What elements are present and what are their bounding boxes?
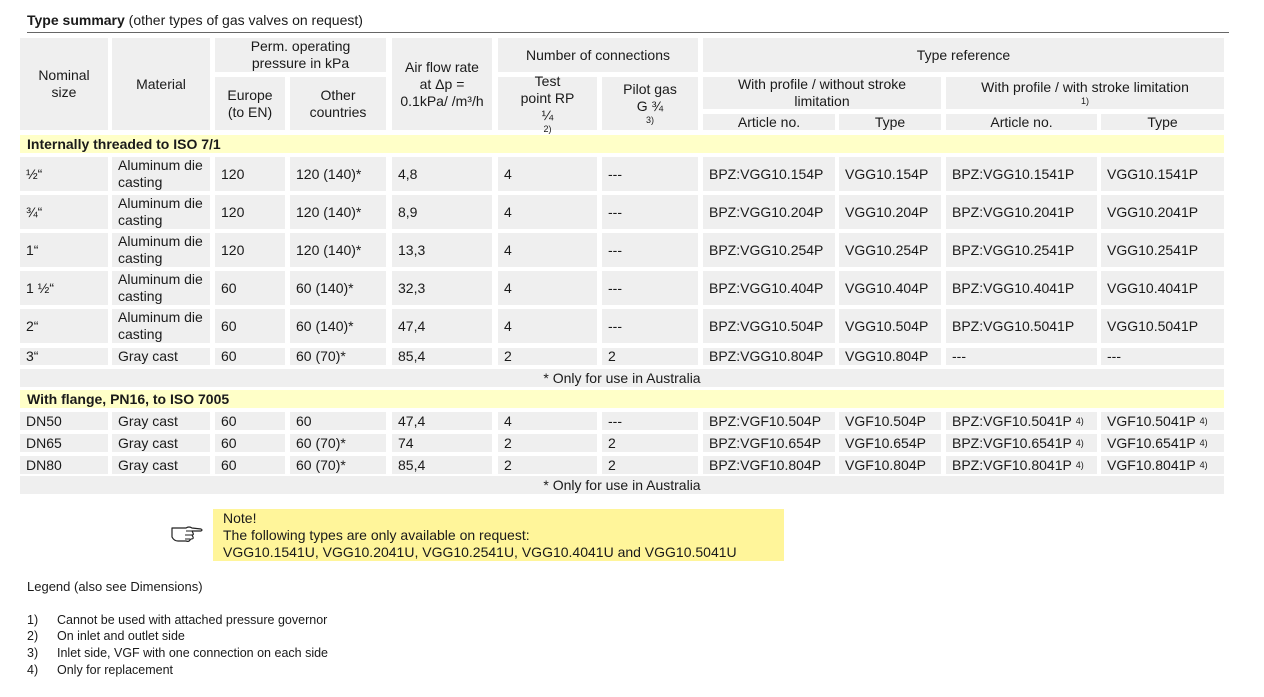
cell-type-1: VGF10.654P <box>839 434 941 452</box>
header-perm-pressure: Perm. operating pressure in kPa <box>215 38 386 72</box>
cell-article-no-2: --- <box>946 348 1097 365</box>
cell-article-no-1: BPZ:VGG10.254P <box>703 233 835 267</box>
cell-test-point: 2 <box>498 434 597 452</box>
header-europe: Europe (to EN) <box>215 77 285 130</box>
cell-article-no-1: BPZ:VGF10.654P <box>703 434 835 452</box>
cell-airflow: 8,9 <box>392 195 492 229</box>
cell-type-2: VGG10.1541P <box>1101 157 1224 191</box>
header-material: Material <box>112 38 210 130</box>
cell-article-no-2: BPZ:VGG10.2041P <box>946 195 1097 229</box>
header-other-countries: Other countries <box>290 77 386 130</box>
cell-article-no-2: BPZ:VGF10.5041P 4) <box>946 412 1097 430</box>
cell-article-no-1: BPZ:VGG10.154P <box>703 157 835 191</box>
header-with-stroke: With profile / with stroke limitation 1) <box>946 77 1224 109</box>
cell-test-point: 4 <box>498 157 597 191</box>
cell-type-1: VGG10.404P <box>839 271 941 305</box>
cell-type-1: VGG10.504P <box>839 309 941 343</box>
cell-other-countries: 60 (70)* <box>290 434 386 452</box>
cell-airflow: 85,4 <box>392 456 492 474</box>
legend-title: Legend (also see Dimensions) <box>27 579 203 594</box>
cell-europe: 60 <box>215 434 285 452</box>
cell-airflow: 32,3 <box>392 271 492 305</box>
cell-type-1: VGG10.804P <box>839 348 941 365</box>
cell-other-countries: 60 (70)* <box>290 456 386 474</box>
cell-article-no-1: BPZ:VGG10.804P <box>703 348 835 365</box>
cell-type-1: VGF10.504P <box>839 412 941 430</box>
cell-size: DN50 <box>20 412 108 430</box>
header-article-no-1: Article no. <box>703 114 835 130</box>
cell-europe: 120 <box>215 157 285 191</box>
note-line-2: VGG10.1541U, VGG10.2041U, VGG10.2541U, VGG10.4041U and VGG10.5041U <box>223 544 737 560</box>
cell-article-no-1: BPZ:VGG10.504P <box>703 309 835 343</box>
section-title-threaded: Internally threaded to ISO 7/1 <box>20 135 1224 153</box>
cell-size: 1“ <box>20 233 108 267</box>
cell-size: 3“ <box>20 348 108 365</box>
cell-article-no-1: BPZ:VGF10.504P <box>703 412 835 430</box>
header-type-2: Type <box>1101 114 1224 130</box>
cell-material: Aluminum die casting <box>112 233 210 267</box>
legend-number: 2) <box>27 629 39 643</box>
legend-text: Cannot be used with attached pressure governor <box>57 613 328 627</box>
note-line-1: The following types are only available on request: <box>223 527 530 543</box>
cell-other-countries: 60 <box>290 412 386 430</box>
footnote-australia-2: * Only for use in Australia <box>20 476 1224 494</box>
cell-other-countries: 120 (140)* <box>290 157 386 191</box>
cell-article-no-2: BPZ:VGF10.8041P 4) <box>946 456 1097 474</box>
cell-size: DN80 <box>20 456 108 474</box>
cell-type-1: VGG10.204P <box>839 195 941 229</box>
cell-pilot-gas: --- <box>602 195 698 229</box>
cell-size: ¾“ <box>20 195 108 229</box>
note-heading: Note! <box>223 510 257 526</box>
cell-type-2: VGG10.5041P <box>1101 309 1224 343</box>
cell-material: Gray cast <box>112 348 210 365</box>
cell-material: Aluminum die casting <box>112 157 210 191</box>
cell-test-point: 2 <box>498 348 597 365</box>
cell-test-point: 4 <box>498 412 597 430</box>
cell-article-no-1: BPZ:VGG10.204P <box>703 195 835 229</box>
cell-europe: 120 <box>215 233 285 267</box>
cell-pilot-gas: --- <box>602 157 698 191</box>
cell-airflow: 47,4 <box>392 309 492 343</box>
legend-item <box>27 613 327 627</box>
cell-type-2: VGG10.2541P <box>1101 233 1224 267</box>
cell-europe: 60 <box>215 348 285 365</box>
header-type-1: Type <box>839 114 941 130</box>
cell-airflow: 4,8 <box>392 157 492 191</box>
section-title-flange: With flange, PN16, to ISO 7005 <box>20 390 1224 408</box>
cell-type-1: VGG10.154P <box>839 157 941 191</box>
cell-article-no-1: BPZ:VGF10.804P <box>703 456 835 474</box>
header-airflow: Air flow rate at Δp = 0.1kPa/ /m³/h <box>392 38 492 130</box>
cell-other-countries: 60 (140)* <box>290 309 386 343</box>
cell-type-2: VGG10.4041P <box>1101 271 1224 305</box>
cell-airflow: 47,4 <box>392 412 492 430</box>
legend-text: Only for replacement <box>57 663 174 677</box>
legend-number: 3) <box>27 646 39 660</box>
cell-test-point: 4 <box>498 233 597 267</box>
cell-test-point: 4 <box>498 271 597 305</box>
legend-item <box>27 629 185 643</box>
cell-article-no-2: BPZ:VGG10.5041P <box>946 309 1097 343</box>
cell-europe: 60 <box>215 309 285 343</box>
cell-test-point: 4 <box>498 195 597 229</box>
legend-text: Inlet side, VGF with one connection on each side <box>57 646 328 660</box>
cell-pilot-gas: --- <box>602 233 698 267</box>
cell-test-point: 4 <box>498 309 597 343</box>
cell-type-2: --- <box>1101 348 1224 365</box>
cell-airflow: 85,4 <box>392 348 492 365</box>
cell-type-2: VGG10.2041P <box>1101 195 1224 229</box>
legend-number: 4) <box>27 663 39 677</box>
cell-pilot-gas: --- <box>602 271 698 305</box>
cell-europe: 60 <box>215 271 285 305</box>
cell-other-countries: 120 (140)* <box>290 233 386 267</box>
cell-type-2: VGF10.6541P 4) <box>1101 434 1224 452</box>
legend-item <box>27 663 173 677</box>
cell-size: DN65 <box>20 434 108 452</box>
cell-size: 1 ½“ <box>20 271 108 305</box>
cell-type-2: VGF10.5041P 4) <box>1101 412 1224 430</box>
cell-pilot-gas: 2 <box>602 348 698 365</box>
cell-other-countries: 60 (70)* <box>290 348 386 365</box>
header-pilot-gas: Pilot gas G ¾ 3) <box>602 77 698 130</box>
cell-size: 2“ <box>20 309 108 343</box>
cell-airflow: 74 <box>392 434 492 452</box>
cell-size: ½“ <box>20 157 108 191</box>
cell-material: Aluminum die casting <box>112 271 210 305</box>
cell-article-no-1: BPZ:VGG10.404P <box>703 271 835 305</box>
cell-other-countries: 60 (140)* <box>290 271 386 305</box>
header-test-point: Test point RP ¼ 2) <box>498 77 597 130</box>
header-connections: Number of connections <box>498 38 698 72</box>
legend-item <box>27 646 328 660</box>
cell-pilot-gas: 2 <box>602 434 698 452</box>
cell-article-no-2: BPZ:VGF10.6541P 4) <box>946 434 1097 452</box>
footnote-australia-1: * Only for use in Australia <box>20 369 1224 387</box>
legend-text: On inlet and outlet side <box>57 629 185 643</box>
cell-pilot-gas: --- <box>602 309 698 343</box>
cell-material: Aluminum die casting <box>112 195 210 229</box>
header-without-stroke: With profile / without stroke limitation <box>703 77 941 109</box>
legend-number: 1) <box>27 613 39 627</box>
cell-type-1: VGG10.254P <box>839 233 941 267</box>
cell-pilot-gas: --- <box>602 412 698 430</box>
cell-pilot-gas: 2 <box>602 456 698 474</box>
cell-other-countries: 120 (140)* <box>290 195 386 229</box>
cell-europe: 60 <box>215 456 285 474</box>
cell-type-2: VGF10.8041P 4) <box>1101 456 1224 474</box>
cell-type-1: VGF10.804P <box>839 456 941 474</box>
cell-material: Gray cast <box>112 456 210 474</box>
cell-material: Aluminum die casting <box>112 309 210 343</box>
cell-europe: 60 <box>215 412 285 430</box>
cell-airflow: 13,3 <box>392 233 492 267</box>
cell-article-no-2: BPZ:VGG10.2541P <box>946 233 1097 267</box>
note-box <box>213 509 784 561</box>
cell-europe: 120 <box>215 195 285 229</box>
title-rule <box>27 32 1229 33</box>
page-title: Type summary (other types of gas valves on request) <box>27 12 363 28</box>
header-type-reference: Type reference <box>703 38 1224 72</box>
header-article-no-2: Article no. <box>946 114 1097 130</box>
pointing-hand-icon <box>170 521 204 543</box>
cell-test-point: 2 <box>498 456 597 474</box>
cell-article-no-2: BPZ:VGG10.1541P <box>946 157 1097 191</box>
header-nominal-size: Nominal size <box>20 38 108 130</box>
cell-material: Gray cast <box>112 434 210 452</box>
cell-article-no-2: BPZ:VGG10.4041P <box>946 271 1097 305</box>
cell-material: Gray cast <box>112 412 210 430</box>
